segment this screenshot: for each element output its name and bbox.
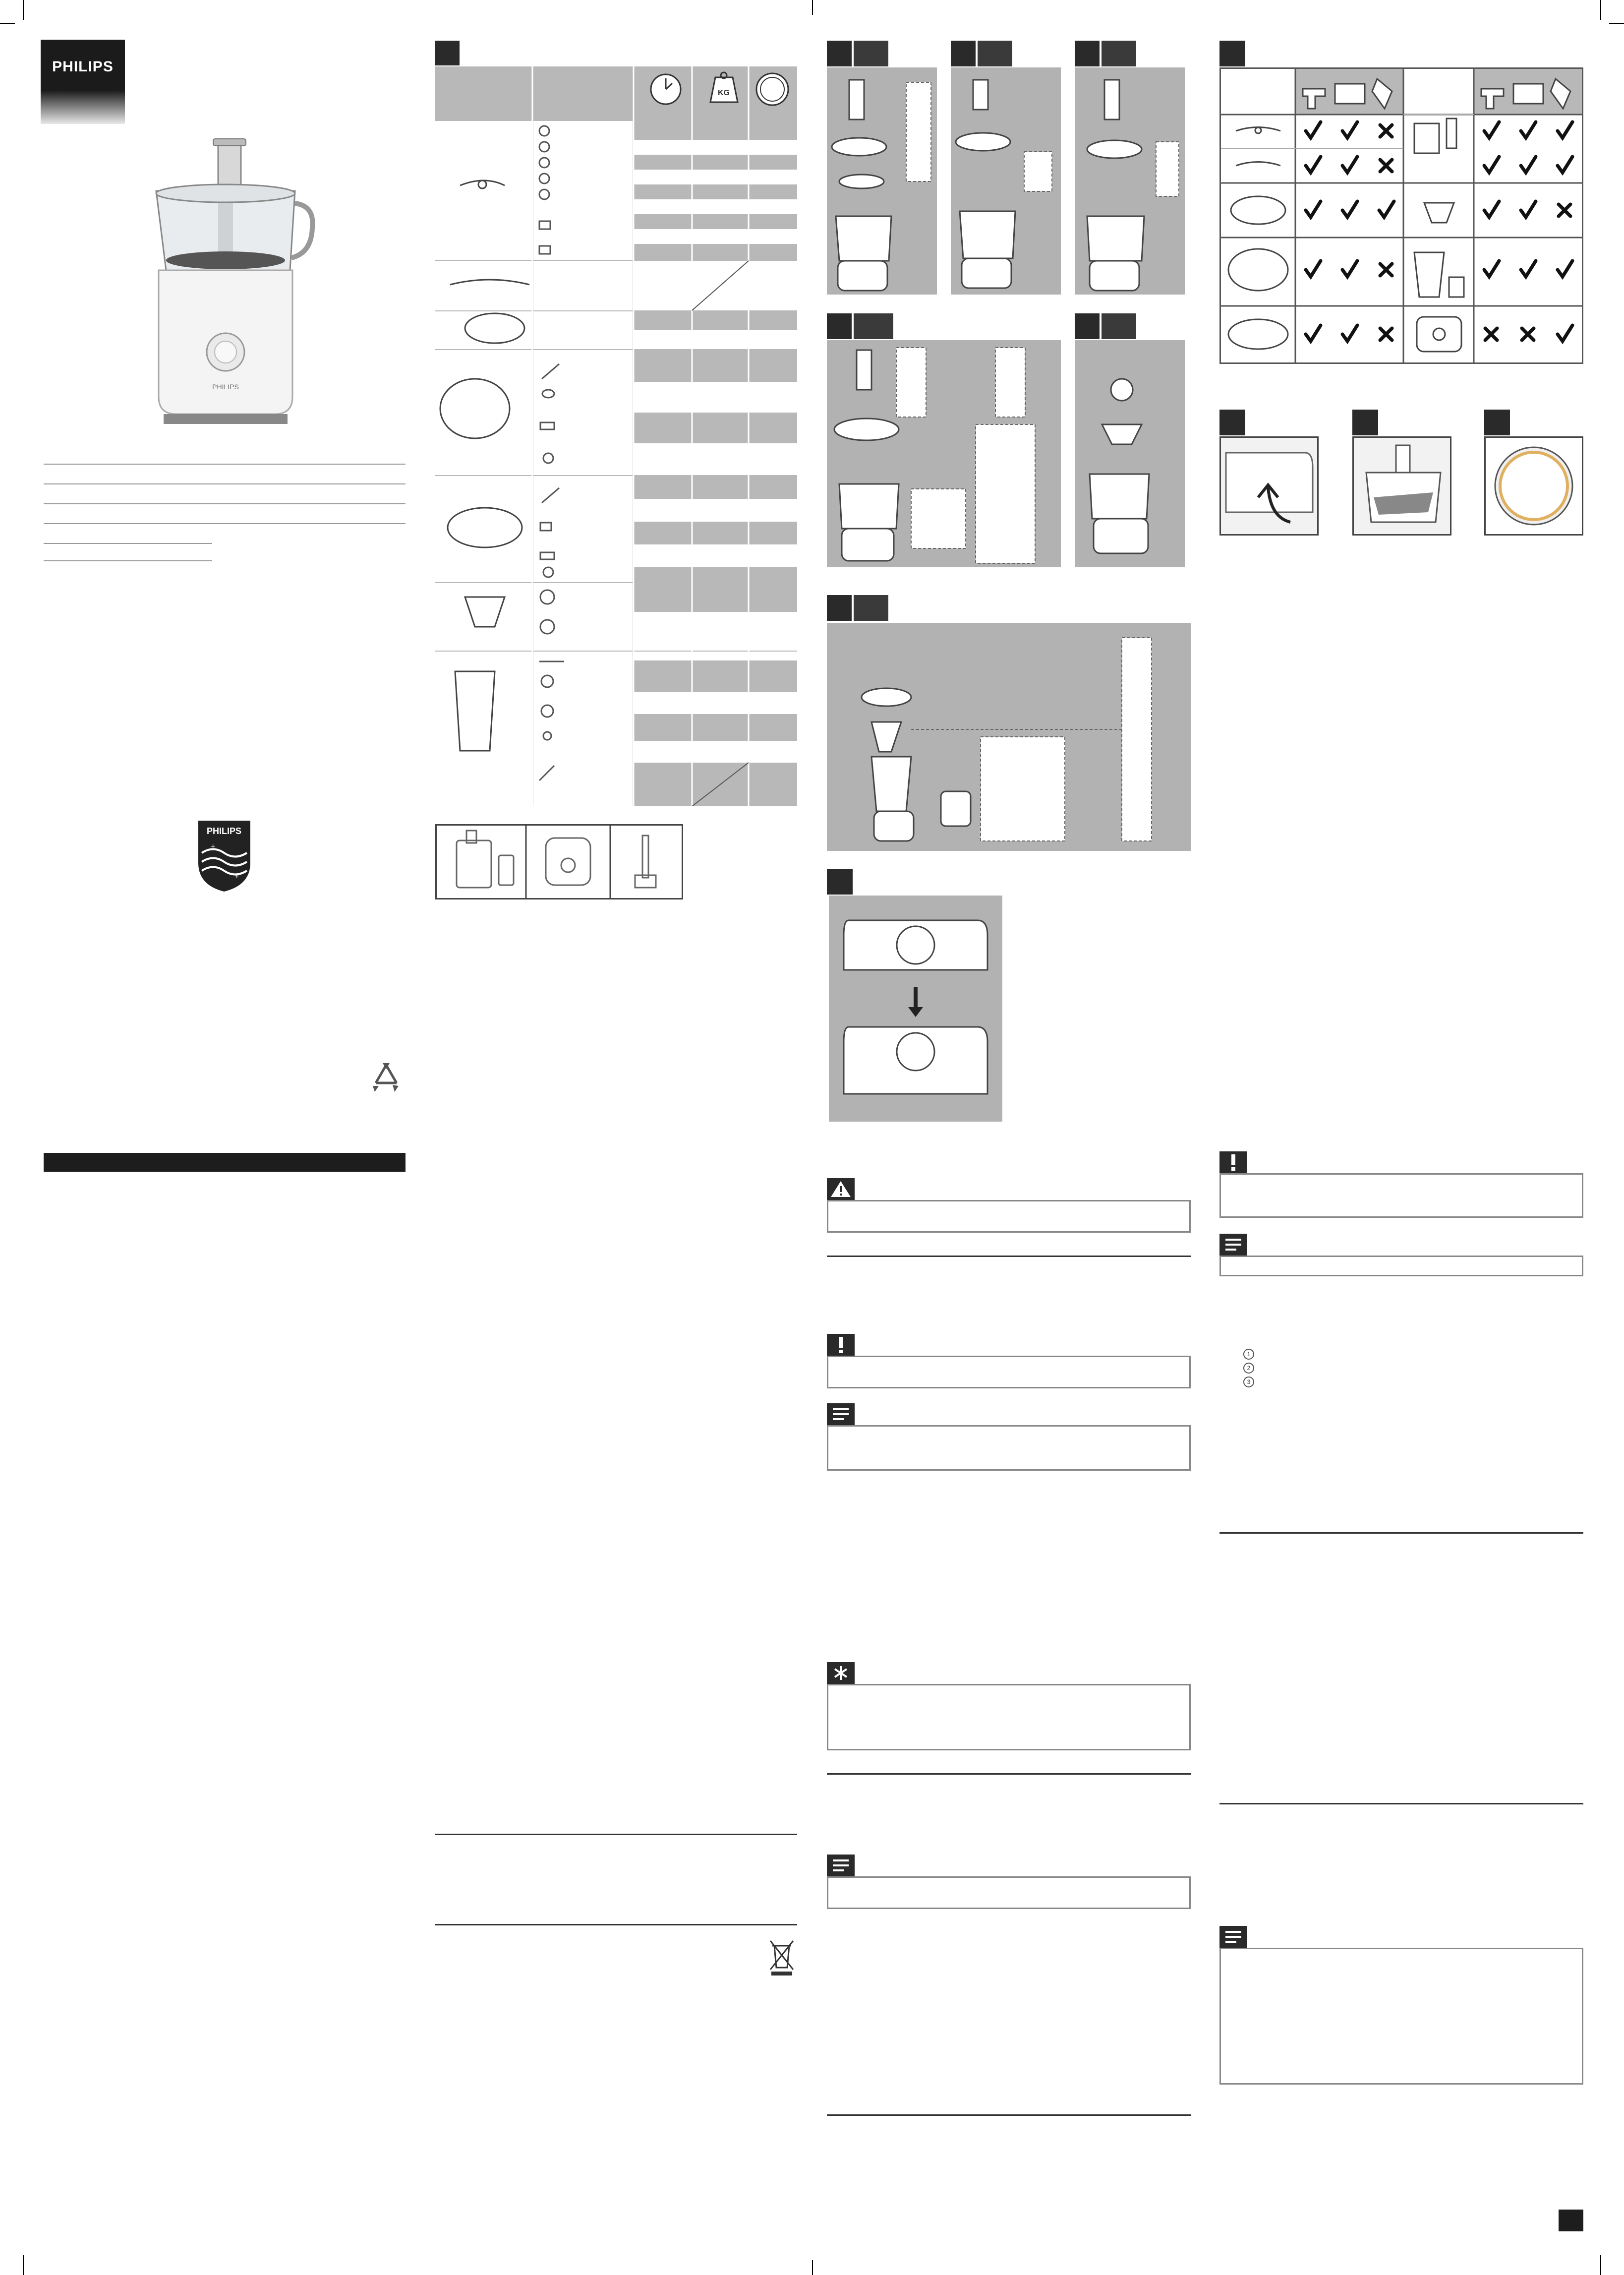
section-badge [1219,41,1245,66]
asterisk-icon [827,1662,855,1684]
speed-dial-icon [756,73,788,105]
cross-icon [1522,328,1534,340]
cross-icon [1380,160,1392,172]
check-icon [1306,122,1321,138]
unplug-panel [1219,436,1319,536]
blade-icon-tile [854,41,888,66]
step-badge [827,869,853,895]
note-lines-icon [827,1855,855,1876]
note-lines-icon [1219,1926,1247,1948]
section-divider [827,2114,1191,2116]
section-divider [1219,1532,1583,1534]
tip-box [827,1684,1191,1750]
note-box [827,1425,1191,1471]
step-badge [827,313,852,339]
check-icon [1484,201,1499,217]
crop-mark [1600,0,1601,20]
svg-text:+: + [234,872,239,881]
accessories-box [435,824,683,899]
food-processor-image [144,129,322,436]
svg-text:PHILIPS: PHILIPS [206,826,242,836]
appliance-logo: PHILIPS [212,383,239,391]
check-icon [1306,325,1321,341]
cross-icon [1380,264,1392,276]
caution-box [1219,1173,1583,1218]
disc-icon-tile [854,313,893,339]
parts-list-line [44,543,212,544]
check-icon [1484,157,1499,173]
check-icon [1306,157,1321,173]
crop-mark [1609,23,1624,24]
numbered-list [1243,1349,1263,1388]
brand-wordmark: PHILIPS [52,59,114,75]
section-badge [435,41,460,65]
language-band [44,1153,406,1172]
check-icon [1306,261,1321,277]
assembly-panel-emulsifying [1075,67,1185,295]
parts-list-line [44,483,406,484]
assembly-panel-kneading [951,67,1061,295]
check-icon [1306,201,1321,217]
check-icon [1342,261,1357,277]
crop-mark [23,0,24,20]
check-icon [1558,157,1572,173]
parts-list-line [44,523,406,524]
step-badge [1075,41,1100,66]
bowl-panel [1352,436,1451,536]
page-number-badge [1559,2210,1583,2231]
svg-text:+: + [211,842,216,851]
warning-box [827,1200,1191,1233]
philips-shield-logo [196,818,253,893]
crossed-bin-icon [768,1939,795,1976]
list-number: 1 [1243,1349,1254,1360]
step-badge [1219,410,1245,435]
parts-list-line [44,560,212,561]
cross-icon [1559,204,1570,216]
step-badge [827,595,852,621]
list-number: 2 [1243,1363,1254,1374]
check-icon [1342,122,1357,138]
step-badge [1484,410,1510,435]
section-divider [827,1773,1191,1775]
crop-mark [812,2260,813,2275]
check-icon [1558,325,1572,341]
processing-table [435,66,797,806]
knob-panel [1484,436,1583,536]
section-divider [827,1256,1191,1257]
step-badge [827,41,852,66]
step-badge [1352,410,1378,435]
assembly-panel-blender [827,623,1191,851]
cord-storage-panel [829,896,1002,1122]
check-icon [1342,325,1357,341]
check-icon [1484,261,1499,277]
check-icon [1521,157,1536,173]
parts-list-line [44,503,406,504]
step-badge [951,41,976,66]
philips-logo-badge [41,40,125,124]
section-divider [1219,1803,1583,1804]
check-icon [1558,122,1572,138]
note-box [1219,1948,1583,2085]
step-badge [1075,313,1100,339]
crop-mark [1600,2255,1601,2275]
crop-mark [23,2255,24,2275]
cross-icon [1485,328,1497,340]
assembly-panel-juicing [1075,340,1185,567]
time-icon [651,74,681,104]
assembly-panel-slicing [827,340,1061,567]
recycle-icon [368,1061,405,1098]
cross-icon [1380,125,1392,137]
note-box [1219,1256,1583,1276]
check-icon [1521,261,1536,277]
juicer-icon-tile [1102,313,1136,339]
caution-box [827,1356,1191,1388]
cleaning-table [1219,67,1583,364]
check-icon [1342,201,1357,217]
section-divider [435,1834,797,1835]
emulsifier-icon-tile [1102,41,1136,66]
check-icon [1521,122,1536,138]
note-lines-icon [1219,1234,1247,1256]
blender-icon-tile [854,595,888,621]
check-icon [1484,122,1499,138]
weight-unit-label: KG [718,89,730,97]
dough-icon-tile [978,41,1012,66]
warning-icon [827,1178,855,1200]
check-icon [1558,261,1572,277]
exclamation-icon [827,1334,855,1356]
assembly-panel-chopping [827,67,937,295]
check-icon [1521,201,1536,217]
check-icon [1379,201,1394,217]
cross-icon [1380,328,1392,340]
crop-mark [812,0,813,15]
note-lines-icon [827,1403,855,1425]
note-box [827,1876,1191,1909]
exclamation-icon [1219,1151,1247,1173]
parts-list-line [44,464,406,465]
section-divider [435,1924,797,1925]
check-icon [1342,157,1357,173]
crop-mark [0,23,15,24]
list-number: 3 [1243,1377,1254,1387]
